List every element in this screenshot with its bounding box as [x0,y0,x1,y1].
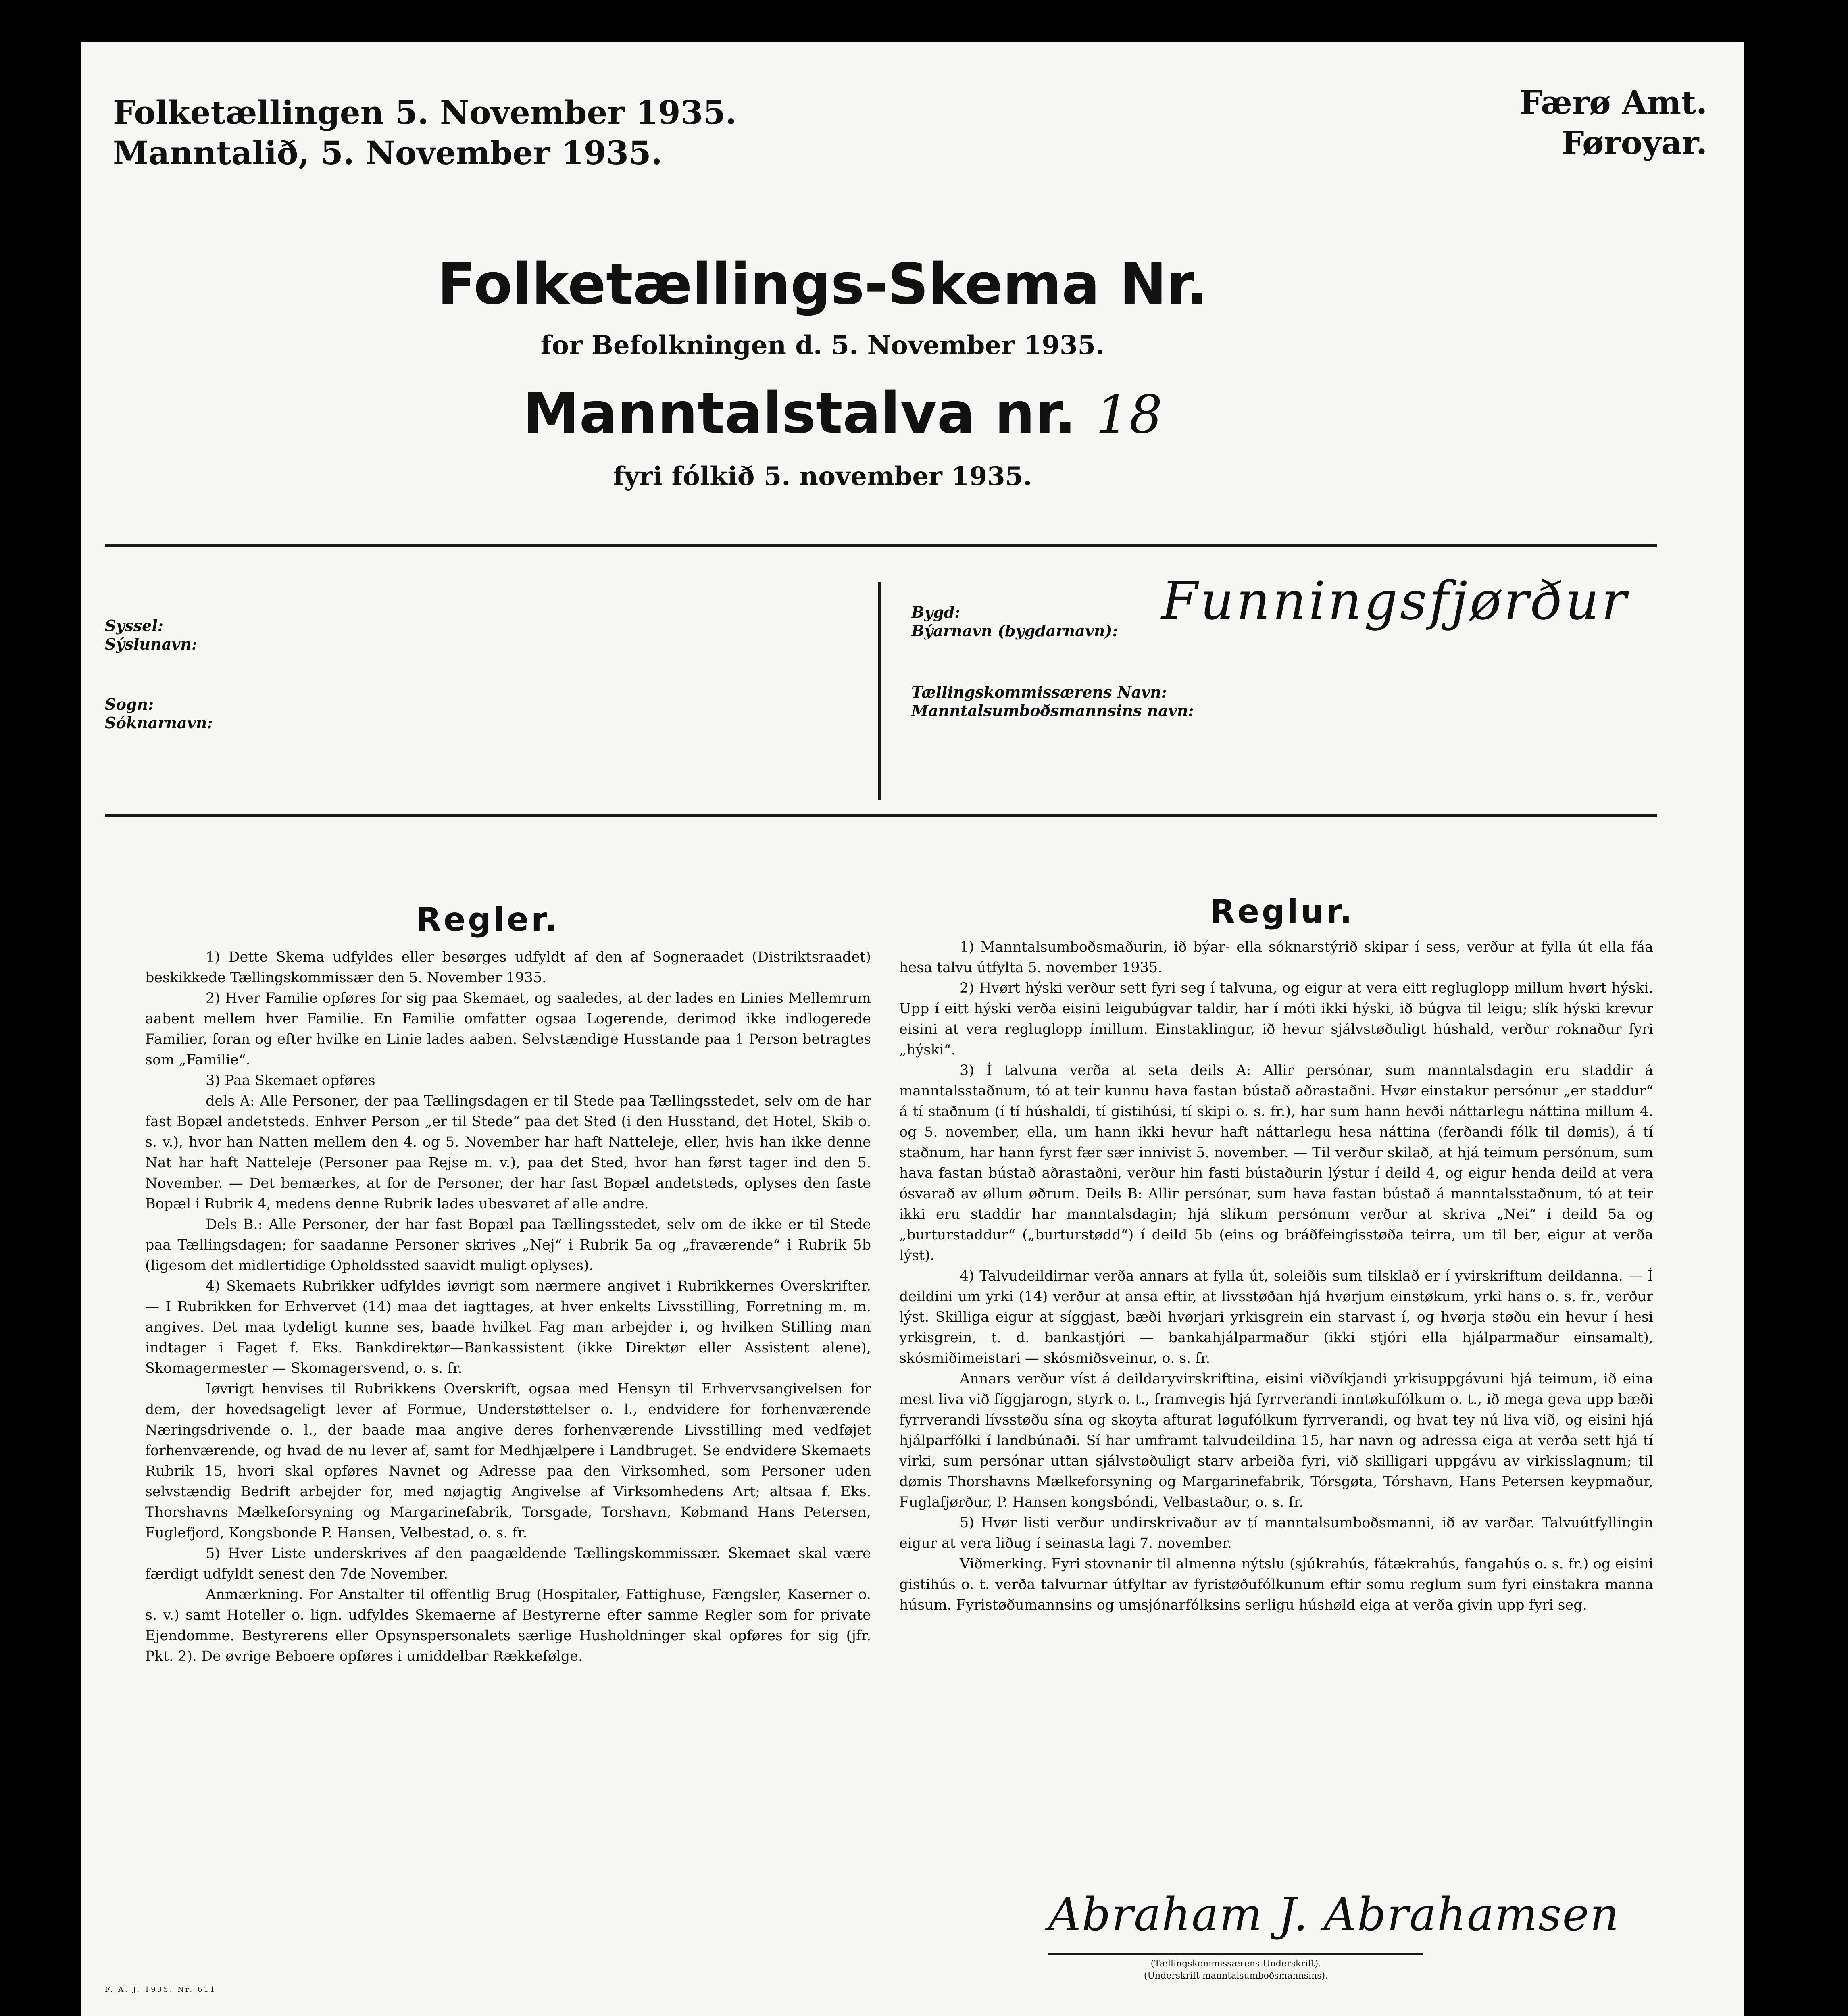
syssel-label: Syssel: [105,616,163,635]
regler-paragraph: 2) Hver Familie opføres for sig paa Skemaet, og saaledes, at der lades en Linies Mellemrum aabent mellem hver Familie. En Familie omfatter ogsaa Logerende, derimod ikke indlogerede Familier, foran og efter hvilke en Linie lades aaben. Selvstændige Husstande paa 1 Person betragtes som „Familie“. [145,990,871,1068]
befolkning-subtitle: for Befolkningen d. 5. November 1935. [540,330,1105,360]
top-rule [105,544,1657,547]
header-left [113,92,737,173]
reglur-text [899,937,1653,1616]
bygd-label: Bygd: [911,603,960,621]
header-right-line2: Føroyar. [1561,124,1707,162]
regler-paragraph: 4) Skemaets Rubrikker udfyldes iøvrigt som nærmere angivet i Rubrikkernes Overskrifter. — I Rubrikken for Erhvervet (14) maa det iagttages, at hver enkelts Livsstilling, Forretning m. m. angives. Det maa tydeligt kunne ses, baade hvilket Fag man arbejder i, og hvilken Stilling man indtager i Faget f. Eks. Bankdirektør—Bankassistent (ikke Direktør eller Assistent alene), Skomagermester — Skomagersvend, o. s. fr. [145,1278,871,1377]
header-left-line2: Manntalið, 5. November 1935. [113,134,663,172]
regler-title: Regler. [416,901,560,938]
header-right [1520,82,1707,163]
regler-paragraph: Dels B.: Alle Personer, der har fast Bopæl paa Tællingsstedet, selv om de ikke er til Stede paa Tællingsdagen; for saadanne Personer skrives „Nej“ i Rubrik 5a og „fraværende“ i Rubrik 5b (ligesom det midlertidige Opholdssted saavidt muligt oplyses). [145,1216,871,1274]
fyri-subtitle: fyri fólkið 5. november 1935. [613,461,1032,492]
bygdarnavn-label: Býarnavn (bygdarnavn): [911,622,1118,640]
regler-text [145,947,871,1667]
reglur-paragraph: 3) Í talvuna verða at seta deils A: Allir persónar, sum manntalsdagin eru staddir á manntalsstaðnum, tó at teir kunnu hava fastan bústað aðrastaðni. Hvør einstakur persónur „er staddur“ á tí staðnum (í tí húshaldi, tí gistihúsi, tí skipi o. s. fr.), har sum hann hevði náttarlegu náttina millum 4. og 5. november, ella, um hann ikki hevur haft náttarlegu hesa náttina (ferðandi fólk til dømis), á tí staðnum, har hann fyrst fær sær innivist 5. november. — Til verður skilað, at hjá teimum persónum, sum hava fastan bústað aðrastaðni, verður hin fasti bústaðurin lýstur í deild 4, og eigur henda deild at vera ósvarað av øllum øðrum. Deils B: Allir persónar, sum hava fastan bústað á manntalsstaðnum, tó at teir ikki eru staddir har manntalsdagin; hjá slíkum persónum verður at skriva „Nei“ í deild 5a og „burturstaddur“ („burturstødd“) í deild 5b (eins og bráðfeingisstøða teirra, um til ber, eigur at verða lýst). [899,1062,1653,1264]
signature-line [1048,1953,1423,1955]
sogn-label: Sogn: [105,695,154,713]
signature-handwritten: Abraham J. Abrahamsen [1048,1889,1620,1941]
bygdarnavn-handwritten: Funningsfjørður [1161,570,1629,631]
signature-caption-2: (Underskrift manntalsumboðsmannsins). [1144,1971,1328,1981]
reglur-paragraph: Annars verður víst á deildaryvirskriftina, eisini viðvíkjandi yrkisuppgávuni hjá teimum, ið eina mest liva við fíggjarogn, styrk o. t., framvegis hjá fyrrverandi inntøkufólkum o. t., ið mega geva upp bæði fyrrverandi lívsstøðu sína og skoyta afturat løgufólkum fyrrverandi, og hvat tey nú liva við, og eisini hjá hjálparfólki í landbúnaði. Sí har umframt talvudeildina 15, har navn og adressa eiga at verða sett hjá tí virki, sum persónar uttan sjálvstøðuligt starv arbeiða fyri, við skilligari uppgávu av virkisslagnum; til dømis Thorshavns Mælkeforsyning og Margarinefabrik, Tórsgøta, Tórshavn, Hans Petersen keypmaður, Fuglafjørður, P. Hansen kongsbóndi, Velbastaður, o. s. fr. [899,1371,1653,1510]
field-divider [878,582,881,800]
regler-paragraph: 3) Paa Skemaet opføres [206,1073,375,1089]
soknarnavn-label: Sóknarnavn: [105,714,213,732]
syslunavn-label: Sýslunavn: [105,635,197,653]
reglur-title: Reglur. [1210,893,1354,930]
manntalstalva-label: Manntalstalva nr. [523,381,1076,446]
bygd-field [911,603,1118,640]
kommissaer-label: Tællingskommissærens Navn: [911,683,1167,701]
skema-title: Folketællings-Skema Nr. [437,252,1208,317]
printer-mark: F. A. J. 1935. Nr. 611 [105,1985,217,1994]
regler-paragraph: Iøvrigt henvises til Rubrikkens Overskrift, ogsaa med Hensyn til Erhvervsangivelsen for dem, der hovedsageligt lever af Formue, Understøttelser o. l., endvidere for forhenværende Næringsdrivende o. l., der baade maa angive deres forhenværende Livsstilling med vedføjet forhenværende, og hvad de nu lever af, samt for Medhjælpere i Landbruget. Se endvidere Skemaets Rubrik 15, hvori skal opføres Navnet og Adresse paa den Virksomhed, som Personer uden selvstændig Bedrift arbejder for, med nøjagtig Angivelse af Virksomhedens Art; altsaa f. Eks. Thorshavns Mælkeforsyning og Margarinefabrik, Torsgade, Torshavn, Købmand Hans Petersen, Fuglefjord, Kongsbonde P. Hansen, Velbestad, o. s. fr. [145,1381,871,1541]
sogn-field [105,695,213,732]
regler-paragraph: Anmærkning. For Anstalter til offentlig Brug (Hospitaler, Fattighuse, Fængsler, Kaserner o. s. v.) samt Hoteller o. lign. udfyldes Skemaerne af Bestyrerne efter samme Regler som for private Ejendomme. Bestyrerens eller Opsynspersonalets særlige Husholdninger skal opføres for sig (jfr. Pkt. 2). De øvrige Beboere opføres i umiddelbar Rækkefølge. [145,1587,871,1664]
census-form-page [81,42,1744,2016]
signature-caption-1: (Tællingskommissærens Underskrift). [1150,1959,1321,1969]
header-left-line1: Folketællingen 5. November 1935. [113,94,737,131]
syssel-field [105,616,197,654]
reglur-paragraph: 2) Hvørt hýski verður sett fyri seg í talvuna, og eigur at vera eitt regluglopp millum hvørt hýski. Upp í eitt hýski verða eisini leigubúgvar taldir, har í móti ikki hýski, ið búgva til leigu; slík hýski krevur eisini at vera regluglopp ímillum. Einstaklingur, ið hevur sjálvstøðuligt húshald, verður roknaður fyri „hýski“. [899,980,1653,1058]
header-right-line1: Færø Amt. [1519,83,1707,121]
reglur-paragraph: 1) Manntalsumboðsmaðurin, ið býar- ella sóknarstýrið skipar í sess, verður at fylla út ella fáa hesa talvu útfylta 5. november 1935. [899,939,1653,976]
manntalstalva-title [81,381,1605,446]
regler-paragraph: dels A: Alle Personer, der paa Tællingsdagen er til Stede paa Tællingsstedet, selv om de har fast Bopæl andetsteds. Enhver Person „er til Stede“ paa det Sted (i den Husstand, det Hotel, Skib o. s. v.), hvor han Natten mellem den 4. og 5. November har haft Natteleje, eller, hvis han ikke denne Nat har haft Natteleje (Personer paa Rejse m. v.), paa det Sted, hvor han først tager ind den 5. November. — Det bemærkes, at for de Personer, der har fast Bopæl andetsteds, oplyses den faste Bopæl i Rubrik 4, medens denne Rubrik lades ubesvaret af alle andre. [145,1093,871,1212]
regler-paragraph: 1) Dette Skema udfyldes eller besørges udfyldt af den af Sogneraadet (Distriktsraadet) beskikkede Tællingskommissær den 5. November 1935. [145,949,871,986]
bottom-rule [105,814,1657,817]
signature-caption [1048,1958,1423,1982]
regler-paragraph: 5) Hver Liste underskrives af den paagældende Tællingskommissær. Skemaet skal være færdigt udfyldt senest den 7de November. [145,1545,871,1582]
kommissaer-field [911,683,1194,720]
reglur-paragraph: 4) Talvudeildirnar verða annars at fylla út, soleiðis sum tilsklað er í yvirskriftum deildanna. — Í deildini um yrki (14) verður at ansa eftir, at livsstøðan hjá hvørjum einstøkum, yrki hans o. s. fr., verður lýst. Skilliga eigur at síggjast, bæði hvørjari yrkisgrein ein starvast í, og hvørja støðu ein hevur í hesi yrkisgrein, t. d. bankastjóri — bankahjálparmaður (ikki stjóri ella hjálparmaður einsamalt), skósmiðimeistari — skósmiðsveinur, o. s. fr. [899,1268,1653,1366]
umbodsmann-label: Manntalsumboðsmannsins navn: [911,702,1194,720]
reglur-paragraph: 5) Hvør listi verður undirskrivaður av tí manntalsumboðsmanni, ið av varðar. Talvuútfyllingin eigur at vera liðug í seinasta lagi 7. november. [899,1515,1653,1552]
form-number-handwritten: 18 [1096,384,1163,445]
reglur-paragraph: Viðmerking. Fyri stovnanir til almenna nýtslu (sjúkrahús, fátækrahús, fangahús o. s. fr.) og eisini gistihús o. t. verða talvurnar útfyltar av fyristøðufólkunum eftir somu reglum sum fyri einstakra manna húsum. Fyristøðumannsins og umsjónarfólksins serligu húshøld eiga at verða givin upp fyri seg. [899,1556,1653,1613]
